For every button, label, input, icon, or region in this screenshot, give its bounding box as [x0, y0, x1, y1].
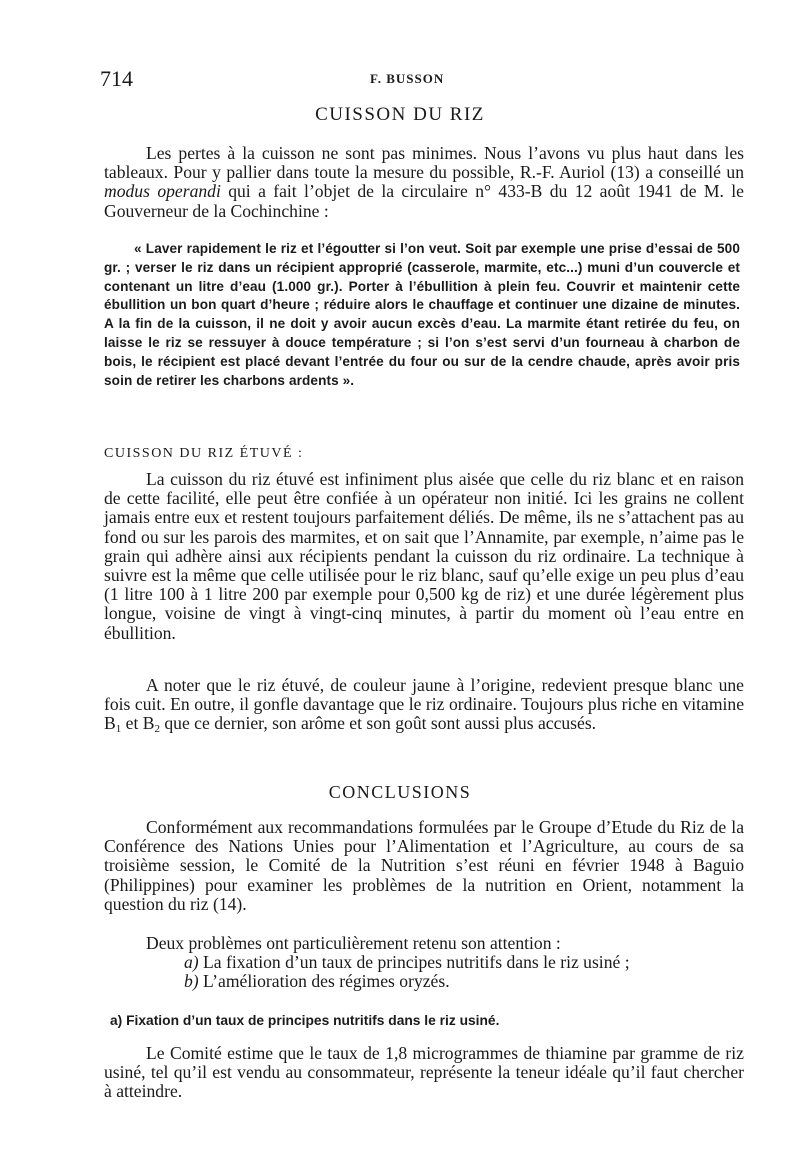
subhead-fixation [110, 1012, 750, 1030]
etuve-text-2 [104, 676, 744, 734]
conclusions-text-2: Deux problèmes ont particulièrement retenu son attention : [146, 933, 561, 953]
list-label-b: b) [184, 971, 199, 991]
list-item-b-text [104, 972, 744, 991]
intro-text-after: qui a fait l’objet de la circulaire n° 433-B du 12 août 1941 de M. le Gouverneur de la Cochinchine : [104, 181, 744, 221]
list-text-a: La fixation d’un taux de principes nutritifs dans le riz usiné ; [198, 952, 630, 972]
conclusions-paragraph-3 [104, 1044, 744, 1102]
intro-text-before: Les pertes à la cuisson ne sont pas minimes. Nous l’avons vu plus haut dans les tableaux. Pour y pallier dans toute la mesure du possible, R.-F. Auriol (13) a conseillé un [104, 143, 744, 183]
conclusions-text-1: Conformément aux recommandations formulées par le Groupe d’Etude du Riz de la Conférence des Nations Unies pour l’Alimentation et l’Agriculture, au cours de sa troisième session, le Comité de la Nutrition s’est réuni en février 1948 à Baguio (Philippines) pour examiner les problèmes de la nutrition en Orient, notamment la question du riz (14). [104, 817, 744, 914]
intro-text-italic: modus operandi [104, 181, 221, 202]
section-title-conclusions: CONCLUSIONS [328, 782, 472, 802]
conclusions-paragraph-2 [104, 934, 744, 953]
section-title-cuisson: CUISSON DU RIZ [315, 104, 485, 125]
conclusions-text-3: Le Comité estime que le taux de 1,8 microgrammes de thiamine par gramme de riz usiné, tel qu’il est vendu au consommateur, représente la teneur idéale qu’il faut chercher à atteindre. [104, 1043, 744, 1102]
list-item-b [104, 972, 744, 991]
page-header [100, 66, 745, 90]
cuisson-intro-paragraph [104, 144, 744, 221]
list-item-a-text [104, 953, 744, 972]
list-label-a: a) [184, 952, 199, 972]
subhead-etuve-rest: UISSON DU RIZ ÉTUVÉ : [114, 446, 304, 461]
list-item-a [104, 953, 744, 972]
quotation-block [104, 240, 740, 390]
list-text-b: L’amélioration des régimes oryzés. [198, 971, 450, 991]
cuisson-intro-text [104, 144, 744, 221]
page-number: 714 [100, 66, 133, 91]
etuve-text-2-after: que ce dernier, son arôme et son goût sont aussi plus accusés. [159, 713, 597, 734]
subhead-fixation-text: a) Fixation d’un taux de principes nutritifs dans le riz usiné. [110, 1013, 500, 1028]
quotation-text: « Laver rapidement le riz et l’égoutter si l’on veut. Soit par exemple une prise d’essai de 500 gr. ; verser le riz dans un récipient approprié (casserole, marmite, etc...) muni d’un couvercle et contenant un litre d’eau (1.000 gr.). Porter à l’ébullition à plein feu. Couvrir et maintenir cette ébullition un bon quart d’heure ; réduire alors le chauffage et continuer une dizaine de minutes. A la fin de la cuisson, il ne doit y avoir aucun excès d’eau. La marmite étant retirée du feu, on laisse le riz se ressuyer à douce température ; si l’on s’est servi d’un fourneau à charbon de bois, le récipient est placé devant l’entrée du four ou sur de la cendre chaude, après avoir pris soin de retirer les charbons ardents ». [104, 241, 740, 388]
etuve-paragraph-2 [104, 676, 744, 734]
vitamin-b2-subscript: 2 [154, 723, 160, 736]
etuve-text-1: La cuisson du riz étuvé est infiniment plus aisée que celle du riz blanc et en raison de cette facilité, elle peut être confiée à un opérateur non initié. Ici les grains ne collent jamais entre eux et restent toujours parfaitement déliés. De même, ils ne s’attachent pas au fond ou sur les parois des marmites, et on sait que l’Annamite, par exemple, n’aime pas le grain qui adhère ainsi aux récipients pendant la cuisson du riz ordinaire. La technique à suivre est la même que celle utilisée pour le riz blanc, sauf qu’elle exige un peu plus d’eau (1 litre 100 à 1 litre 200 par exemple pour 0,500 kg de riz) et une durée légèrement plus longue, voisine de vingt à vingt-cinq minutes, à partir du moment où l’eau entre en ébullition. [104, 469, 744, 643]
etuve-text-2-before: A noter que le riz étuvé, de couleur jaune à l’origine, redevient presque blanc une fois cuit. En outre, il gonfle davantage que le riz ordinaire. Toujours plus riche en vitamine B [104, 675, 744, 734]
vitamin-b1-subscript: 1 [115, 723, 122, 736]
etuve-paragraph-1 [104, 470, 744, 643]
etuve-text-2-mid: et B [121, 713, 155, 734]
running-head: F. BUSSON [370, 71, 445, 86]
conclusions-paragraph-1 [104, 818, 744, 914]
subhead-etuve [104, 444, 744, 462]
subhead-etuve-first: C [104, 446, 115, 461]
